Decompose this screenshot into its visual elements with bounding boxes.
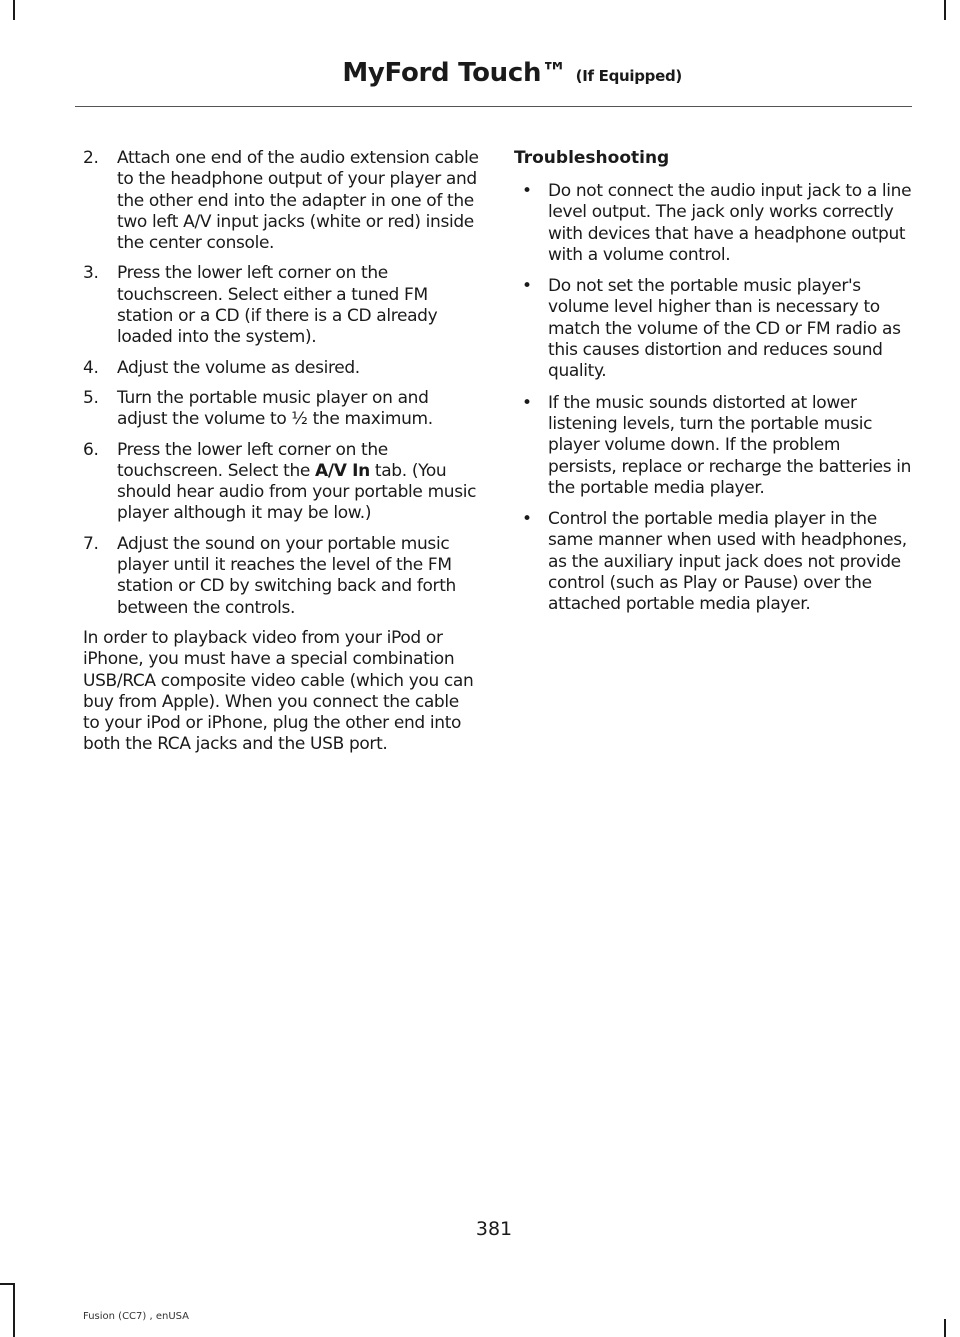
bullet-icon: • (522, 392, 532, 413)
list-item (83, 148, 479, 254)
step-number: 7. (83, 533, 99, 554)
list-item (83, 263, 479, 348)
list-item (83, 388, 479, 431)
bullet-text: Do not connect the audio input jack to a line level output. The jack only works correctly with devices that have a headphone output with a volume control. (548, 181, 912, 265)
section-heading: Troubleshooting (514, 148, 670, 168)
bullet-text: Control the portable media player in the same manner when used with headphones, as the auxiliary input jack does not provide control (such as Play or Pause) over the attached portable media player. (548, 509, 907, 615)
list-item (514, 276, 912, 382)
page-header (342, 58, 682, 88)
list-item (83, 358, 479, 379)
step-number: 4. (83, 357, 99, 378)
step-text: Attach one end of the audio extension cable to the headphone output of your player and the other end into the adapter in one of the two left A/V input jacks (white or red) inside the center console. (117, 148, 479, 254)
crop-mark-bottom-right (944, 1319, 946, 1337)
step-text: Press the lower left corner on the touchscreen. Select either a tuned FM station or a CD (if there is a CD already loaded into the system). (117, 263, 438, 348)
crop-mark-top-right (944, 0, 946, 20)
step-text: Adjust the volume as desired. (117, 357, 360, 378)
list-item (514, 509, 912, 615)
step-number: 3. (83, 263, 99, 284)
right-column (514, 148, 912, 626)
step-number: 5. (83, 387, 99, 408)
list-item (514, 393, 912, 499)
step-number: 6. (83, 439, 99, 460)
bullet-text: If the music sounds distorted at lower listening levels, turn the portable music player volume down. If the problem persists, replace or recharge the batteries in the portable media player. (548, 392, 912, 498)
step-number: 2. (83, 148, 99, 168)
bullet-text: Do not set the portable music player's volume level higher than is necessary to match the volume of the CD or FM radio as this causes distortion and reduces sound quality. (548, 276, 901, 382)
list-item (83, 440, 479, 525)
bullet-icon: • (522, 276, 532, 297)
steps-list (83, 148, 479, 619)
list-item (83, 534, 479, 619)
step-text: Adjust the sound on your portable music player until it reaches the level of the FM station or CD by switching back and forth between the controls. (117, 533, 456, 618)
footer-doc-info: Fusion (CC7) , enUSA (83, 1311, 190, 1322)
page-number: 381 (475, 1218, 513, 1240)
step-text-after: tab. (You should hear audio from your portable music player although it may be low.) (117, 460, 477, 524)
troubleshooting-list (514, 181, 912, 616)
crop-mark-bottom-left (13, 1283, 15, 1337)
list-item (514, 181, 912, 266)
left-column (83, 148, 479, 756)
step-text: Turn the portable music player on and adjust the volume to ½ the maximum. (117, 387, 433, 430)
bullet-icon: • (522, 181, 532, 201)
step-text-before: Press the lower left corner on the touchscreen. Select the (117, 439, 388, 481)
crop-mark-top-left (13, 0, 15, 20)
header-divider (75, 106, 912, 107)
bullet-icon: • (522, 509, 532, 530)
header-title: MyFord Touch™ (342, 58, 567, 88)
crop-mark-bottom-left-h (0, 1283, 15, 1285)
av-in-tab-label: A/V In (315, 460, 370, 481)
video-paragraph: In order to playback video from your iPod or iPhone, you must have a special combination USB/RCA composite video cable (which you can buy from Apple). When you connect the cable to your iPod or iPhone, plug the other end into both the RCA jacks and the USB port. (83, 627, 474, 755)
header-subtitle: (If Equipped) (575, 67, 682, 85)
